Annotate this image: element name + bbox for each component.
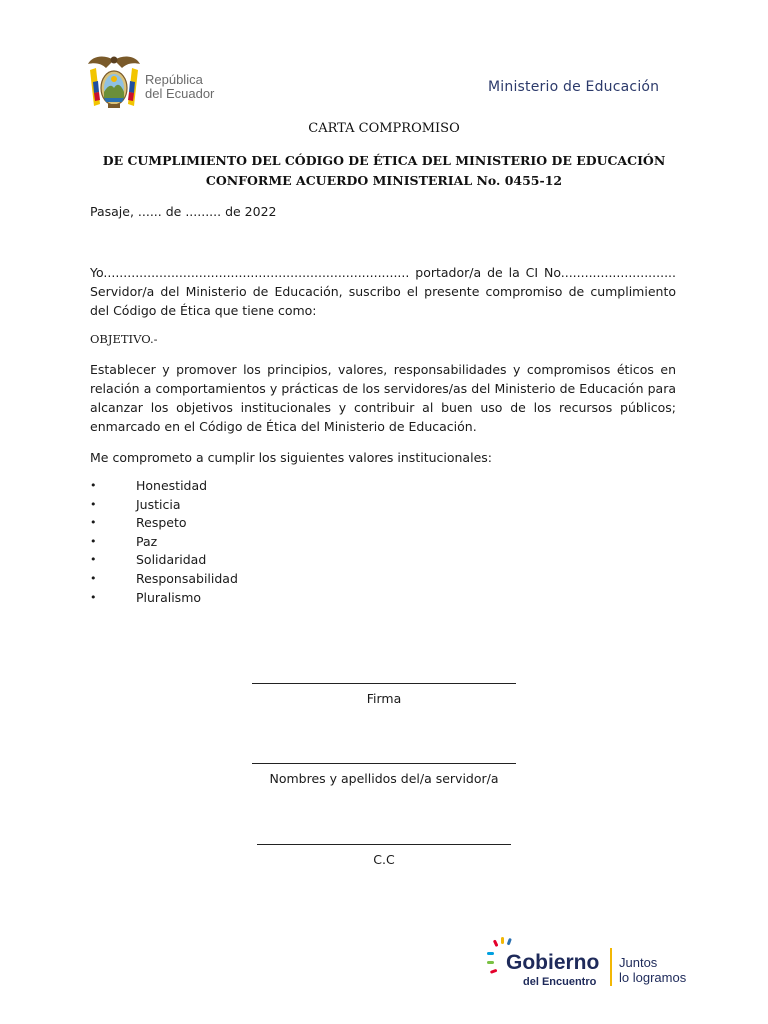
signature-line xyxy=(252,683,516,684)
document-title: CARTA COMPROMISO xyxy=(308,121,460,136)
value-label: Solidaridad xyxy=(136,552,207,568)
gov-word: Gobierno xyxy=(506,951,600,974)
signature-label: Firma xyxy=(366,691,402,706)
objective-paragraph: Establecer y promover los principios, valores, responsabilidades y compromisos éticos en relación a comportamientos y prácticas de los servidores/as del Ministerio de Educación para alcanzar los objetivos institucionales y contribuir al buen uso de los recursos públicos; enmarcado en el Código de Ética del Ministerio de Educación. xyxy=(90,362,676,434)
slogan-line2: lo logramos xyxy=(619,970,687,985)
gov-sub: del Encuentro xyxy=(523,976,597,988)
bullet-icon: • xyxy=(90,553,97,567)
gobierno-del-encuentro-logo xyxy=(486,934,706,992)
bullet-icon: • xyxy=(90,479,97,492)
bullet-icon: • xyxy=(90,497,97,511)
republic-line1: República xyxy=(145,72,203,87)
name-line xyxy=(252,763,516,764)
date-line: Pasaje, ...... de ......... de 2022 xyxy=(90,204,277,219)
logo-divider xyxy=(610,948,612,986)
bullet-icon: • xyxy=(90,571,97,585)
value-label: Paz xyxy=(136,533,158,549)
republic-line2: del Ecuador xyxy=(145,86,215,101)
ministry-name: Ministerio de Educación xyxy=(488,79,660,95)
value-label: Respeto xyxy=(136,515,187,531)
values-intro: Me comprometo a cumplir los siguientes valores institucionales: xyxy=(90,450,492,465)
value-label: Responsabilidad xyxy=(136,570,238,586)
commitment-paragraph: Yo............................................................................. portador/a de la CI No............................. Servidor/a del Ministerio de Educación, suscribo el presente compromiso de cumplimiento del Código de Ética que tiene como: xyxy=(90,265,676,318)
slogan-line1: Juntos xyxy=(619,955,658,970)
value-label: Justicia xyxy=(136,496,181,512)
republic-label xyxy=(145,73,214,101)
name-label: Nombres y apellidos del/a servidor/a xyxy=(269,771,499,786)
value-label: Pluralismo xyxy=(136,589,202,605)
value-label: Honestidad xyxy=(136,478,208,493)
id-label: C.C xyxy=(373,852,395,867)
bullet-icon: • xyxy=(90,590,97,604)
document-subtitle-line2: CONFORME ACUERDO MINISTERIAL No. 0455-12 xyxy=(205,173,563,188)
document-subtitle-line1: DE CUMPLIMIENTO DEL CÓDIGO DE ÉTICA DEL MINISTERIO DE EDUCACIÓN xyxy=(102,153,666,168)
ecuador-coat-of-arms-icon xyxy=(86,52,142,112)
bullet-icon: • xyxy=(90,516,97,530)
objective-heading: OBJETIVO.- xyxy=(90,332,158,346)
id-line xyxy=(257,844,511,845)
bullet-icon: • xyxy=(90,534,97,548)
